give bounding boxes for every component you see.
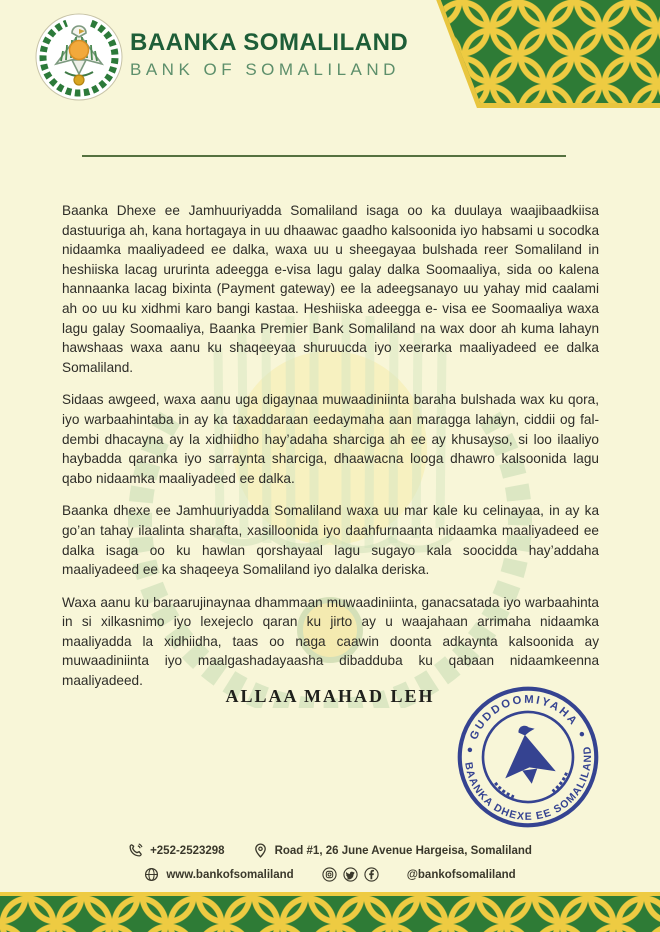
stamp-separator-dot	[579, 732, 584, 737]
paragraph-4: Waxa aanu ku baraarujinaynaa dhammaan muwaadiniinta, ganacsatada iyo warbaahinta in si xilkasnimo iyo lexejeclo qaran ku jirto ay u waajahaan arrimaha nidaamka maaliyadda la xidhiidha, taas oo naga caawin doonta adkaynta kalsoonida ay muwaadiniinta iyo maalgashadayaasha dibadduba ku qabaan nidaamkeenna maaliyadeed.	[62, 594, 599, 689]
scale-emblem-icon	[74, 75, 84, 85]
stamp-separator-dot	[467, 747, 472, 752]
facebook-icon	[364, 867, 379, 882]
globe-icon	[144, 867, 159, 882]
twitter-icon	[343, 867, 358, 882]
sun-disc-icon	[70, 41, 89, 60]
social-handle: @bankofsomaliland	[406, 868, 516, 881]
bank-name-english: BANK OF SOMALILAND	[130, 60, 400, 80]
footer	[0, 843, 660, 891]
phone-number: +252-2523298	[150, 844, 225, 857]
decorative-bottom-pattern	[0, 892, 660, 932]
phone-contact	[128, 843, 225, 858]
social-icons	[322, 867, 379, 882]
website-url: www.bankofsomaliland	[166, 868, 294, 881]
bank-name-somali: BAANKA SOMALILAND	[130, 29, 409, 56]
ring-pattern	[434, 0, 660, 103]
header-divider	[82, 155, 566, 157]
paragraph-1: Baanka Dhexe ee Jamhuuriyadda Somaliland isaga oo ka duulaya waajibaadkiisa dastuuriga ah, kana hortagaya in uu dhaawac gaadho kalsoonida iyo habsami u socodka nidaamka maaliyadeed ee dalka, waxa uu u sheegayaa bulshada reer Somaliland in heshiiska lacag ururinta adeegga e-visa lagu galay dalka Soomaaliya, sida oo kalena hannaanka lacag bixinta (Payment gateway) ee la adeegsanayo uu yahay mid caalami ah oo uu ku xidhmi karo bangi kastaa. Heshiiska adeegga e- visa ee Soomaaliya waxa lagu galay Soomaaliya, Baanka Premier Bank Somaliland na wax door ah kuma lahayn hawshaas waxa aanu ku shaqeeyaa shuruucda iyo xeerarka maaliyadeed ee dalka Somaliland.	[62, 203, 599, 375]
instagram-icon	[322, 867, 337, 882]
website-contact	[144, 867, 293, 882]
address-contact	[253, 843, 532, 858]
paragraph-3: Baanka dhexe ee Jamhuuriyadda Somaliland waxa uu mar kale ku celinayaa, in ay ka go’an tahay ilaalinta sharafta, xasilloonida iyo daahfurnaanta nidaamka maaliyadeed ee dalka isaga oo ku hawlan qorshayaal lagu sugayo kala soocidda hay’addaha maaliyadeed ee ka shaqeeya Somaliland iyo dalalka deriska.	[62, 503, 599, 578]
footer-row-2	[0, 867, 660, 882]
address-text: Road #1, 26 June Avenue Hargeisa, Somaliland	[274, 844, 532, 857]
letter-body	[62, 201, 599, 704]
footer-row-1	[0, 843, 660, 858]
svg-text:GUDDOOMIYAHA	[463, 687, 581, 744]
paragraph-2: Sidaas awgeed, waxa aanu uga digaynaa muwaadiniinta baraha bulshada wax ku qora, iyo warbaahintaba in ay ka taxaddaraan eedaymaha aan maragga lahayn, ciddii og fal-dembi dhacayna ay la xidhiidho hay’adaha sharciga ah ee ay khusayso, si loo ilaaliyo haybadda qaranka iyo sarraynta sharciga, dhaawacna looga dhawro kalsoonida lagu qabo nidaamka maaliyadeed ee dalka.	[62, 392, 599, 486]
location-pin-icon	[253, 843, 268, 858]
chairman-stamp	[443, 672, 612, 841]
closing-phrase: ALLAA MAHAD LEH	[225, 686, 435, 706]
decorative-corner-pattern	[434, 0, 660, 108]
stamp-bottom-text: BAANKA DHEXE EE SOMALILAND	[462, 744, 595, 823]
phone-icon	[128, 843, 143, 858]
header	[130, 30, 408, 80]
stamp-top-text: GUDDOOMIYAHA	[468, 693, 581, 742]
somaliland-coat-of-arms-logo	[34, 12, 124, 102]
stamp-eagle-icon	[498, 722, 557, 787]
